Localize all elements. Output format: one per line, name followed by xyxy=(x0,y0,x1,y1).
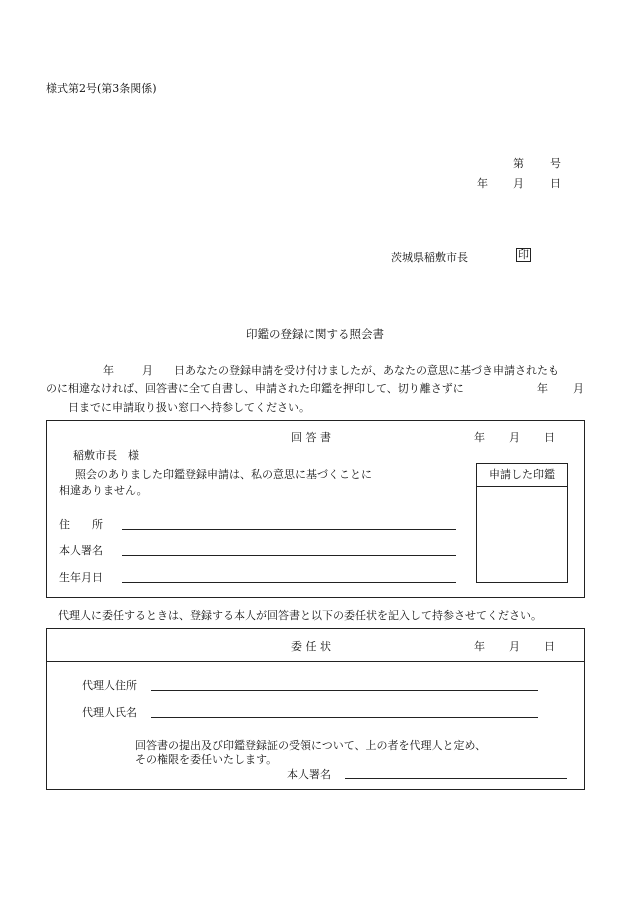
reply-month: 月 xyxy=(509,431,520,444)
reply-address-label: 住 所 xyxy=(59,518,103,531)
header-year: 年 xyxy=(477,177,488,190)
header-day: 日 xyxy=(550,177,561,190)
reply-statement-line2: 相違ありません。 xyxy=(59,484,148,497)
proxy-name-field[interactable] xyxy=(151,717,538,718)
proxy-signature-label: 本人署名 xyxy=(287,768,331,781)
reply-day: 日 xyxy=(544,431,555,444)
proxy-form xyxy=(46,628,585,790)
intro-line3: 日までに申請取り扱い窓口へ持参してください。 xyxy=(68,401,310,414)
intro-deadline-year: 年 xyxy=(537,382,548,395)
reply-address-field[interactable] xyxy=(122,529,456,530)
issuer-seal: 印 xyxy=(518,248,529,261)
reply-birthdate-field[interactable] xyxy=(122,582,456,583)
reply-birthdate-label: 生年月日 xyxy=(59,571,103,584)
reply-signature-field[interactable] xyxy=(122,555,456,556)
proxy-month: 月 xyxy=(509,640,520,653)
reply-title: 回 答 書 xyxy=(291,431,331,444)
proxy-header-divider xyxy=(47,661,584,662)
seal-impression-box[interactable] xyxy=(476,463,568,583)
issuer-name: 茨城県稲敷市長 xyxy=(391,251,468,264)
reply-year: 年 xyxy=(474,431,485,444)
doc-number-dai: 第 xyxy=(513,157,524,170)
intro-line2: のに相違なければ、回答書に全て自書し、申請された印鑑を押印して、切り離さずに xyxy=(46,382,464,395)
form-id: 様式第2号(第3条関係) xyxy=(46,82,157,95)
proxy-year: 年 xyxy=(474,640,485,653)
header-month: 月 xyxy=(513,177,524,190)
proxy-note: 代理人に委任するときは、登録する本人が回答書と以下の委任状を記入して持参させてください。 xyxy=(58,609,542,622)
reply-addressee: 稲敷市長 様 xyxy=(73,449,139,462)
reply-form xyxy=(46,420,585,598)
proxy-address-label: 代理人住所 xyxy=(82,679,137,692)
document-title: 印鑑の登録に関する照会書 xyxy=(246,327,384,341)
proxy-title: 委 任 状 xyxy=(291,640,331,653)
intro-month: 月 xyxy=(142,364,153,377)
proxy-address-field[interactable] xyxy=(151,690,538,691)
proxy-name-label: 代理人氏名 xyxy=(82,706,137,719)
proxy-statement-line1: 回答書の提出及び印鑑登録証の受領について、上の者を代理人と定め、 xyxy=(135,739,487,752)
reply-statement-line1: 照会のありました印鑑登録申請は、私の意思に基づくことに xyxy=(75,468,372,481)
intro-line1: 日あなたの登録申請を受け付けましたが、あなたの意思に基づき申請されたも xyxy=(174,364,559,377)
seal-box-label: 申請した印鑑 xyxy=(477,464,567,487)
doc-number-go: 号 xyxy=(550,157,561,170)
intro-deadline-month: 月 xyxy=(573,382,584,395)
intro-year: 年 xyxy=(103,364,114,377)
reply-signature-label: 本人署名 xyxy=(59,544,103,557)
proxy-signature-field[interactable] xyxy=(345,778,567,779)
proxy-day: 日 xyxy=(544,640,555,653)
proxy-statement-line2: その権限を委任いたします。 xyxy=(135,753,278,766)
